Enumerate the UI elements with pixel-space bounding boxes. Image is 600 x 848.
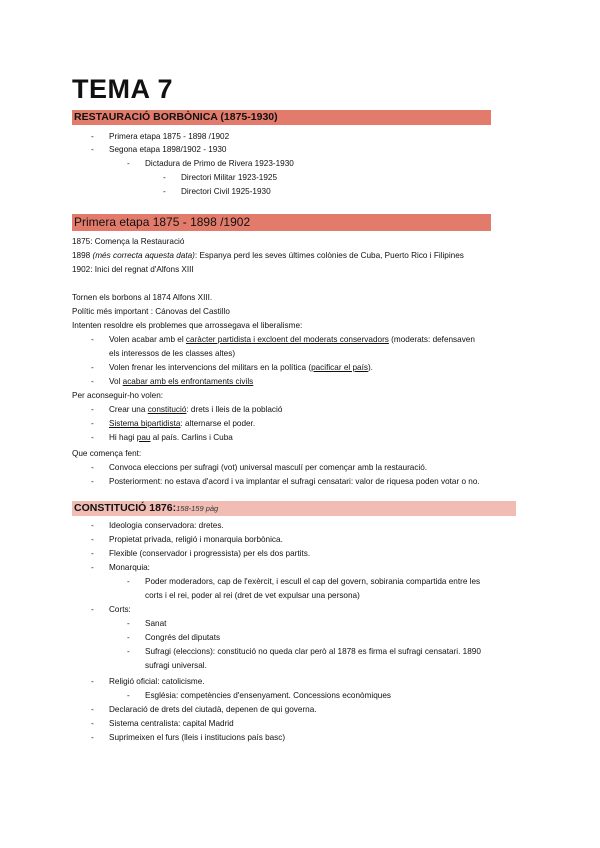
text-line: Tornen els borbons al 1874 Alfons XIII. bbox=[72, 293, 213, 302]
list-item: Sistema centralista: capital Madrid bbox=[109, 719, 234, 728]
text-line: 1898 (més correcta aquesta data): Espanya perd les seves últimes colònies de Cuba, Puerto Rico i Filipines bbox=[72, 251, 464, 260]
text-line: Que comença fent: bbox=[72, 449, 142, 458]
list-item: els interessos de les classes altes) bbox=[109, 349, 236, 358]
page-title: TEMA 7 bbox=[72, 74, 174, 104]
section-heading-primera-etapa: Primera etapa 1875 - 1898 /1902 bbox=[72, 214, 491, 231]
list-item: sufragi universal. bbox=[145, 661, 207, 670]
list-item: Congrés del diputats bbox=[145, 633, 221, 642]
list-item: Convoca eleccions per sufragi (vot) universal masculí per començar amb la restauració. bbox=[109, 463, 428, 472]
list-item: Posteriorment: no estava d'acord i va implantar el sufragi censatari: valor de riquesa poden votar o no. bbox=[109, 477, 480, 486]
list-item: Religió oficial: catolicisme. bbox=[109, 677, 205, 686]
list-item: Església: competències d'ensenyament. Concessions econòmiques bbox=[145, 691, 391, 700]
list-item: Propietat privada, religió i monarquia borbònica. bbox=[109, 535, 283, 544]
list-item: Ideologia conservadora: dretes. bbox=[109, 521, 224, 530]
list-item: Directori Civil 1925-1930 bbox=[181, 187, 271, 196]
list-item: Dictadura de Primo de Rivera 1923-1930 bbox=[145, 159, 294, 168]
list-item: Flexible (conservador i progressista) per els dos partits. bbox=[109, 549, 311, 558]
list-item: Sistema bipartidista: alternarse el poder. bbox=[109, 419, 256, 428]
text-line: 1875: Comença la Restauració bbox=[72, 237, 185, 246]
list-item: Volen frenar les intervencions del militars en la política (pacificar el país). bbox=[109, 363, 373, 372]
list-item: corts i el rei, poder al rei (dret de vet expulsar una persona) bbox=[145, 591, 360, 600]
list-item: Primera etapa 1875 - 1898 /1902 bbox=[109, 132, 230, 141]
list-item: Segona etapa 1898/1902 - 1930 bbox=[109, 145, 227, 154]
list-item: Sufragi (eleccions): constitució no queda clar però al 1878 es firma el sufragi censatari. 1890 bbox=[145, 647, 481, 656]
list-item: Hi hagi pau al país. Carlins i Cuba bbox=[109, 433, 233, 442]
text-line: 1902: Inici del regnat d'Alfons XIII bbox=[72, 265, 194, 274]
text-line: Polític més important : Cánovas del Castillo bbox=[72, 307, 230, 316]
list-item: Corts: bbox=[109, 605, 131, 614]
list-item: Declaració de drets del ciutadà, depenen de qui governa. bbox=[109, 705, 317, 714]
list-item: Directori Militar 1923-1925 bbox=[181, 173, 278, 182]
list-item: Poder moderadors, cap de l'exèrcit, i escull el cap del govern, sobirania compartida entre les bbox=[145, 577, 481, 586]
list-item: Monarquia: bbox=[109, 563, 150, 572]
list-item: Volen acabar amb el caràcter partidista i excloent del moderats conservadors (moderats: defensaven bbox=[109, 335, 475, 344]
list-item: Suprimeixen el furs (lleis i institucions país basc) bbox=[109, 733, 286, 742]
list-item: Vol acabar amb els enfrontaments civils bbox=[109, 377, 254, 386]
text-line: Intenten resoldre els problemes que arrossegava el liberalisme: bbox=[72, 321, 303, 330]
section-heading-constitucio: CONSTITUCIÓ 1876:158-159 pàg bbox=[72, 501, 516, 516]
section-heading-restauracio: RESTAURACIÓ BORBÒNICA (1875-1930) bbox=[72, 110, 491, 125]
list-item: Sanat bbox=[145, 619, 167, 628]
text-line: Per aconseguir-ho volen: bbox=[72, 391, 164, 400]
list-item: Crear una constitució: drets i lleis de la població bbox=[109, 405, 283, 414]
